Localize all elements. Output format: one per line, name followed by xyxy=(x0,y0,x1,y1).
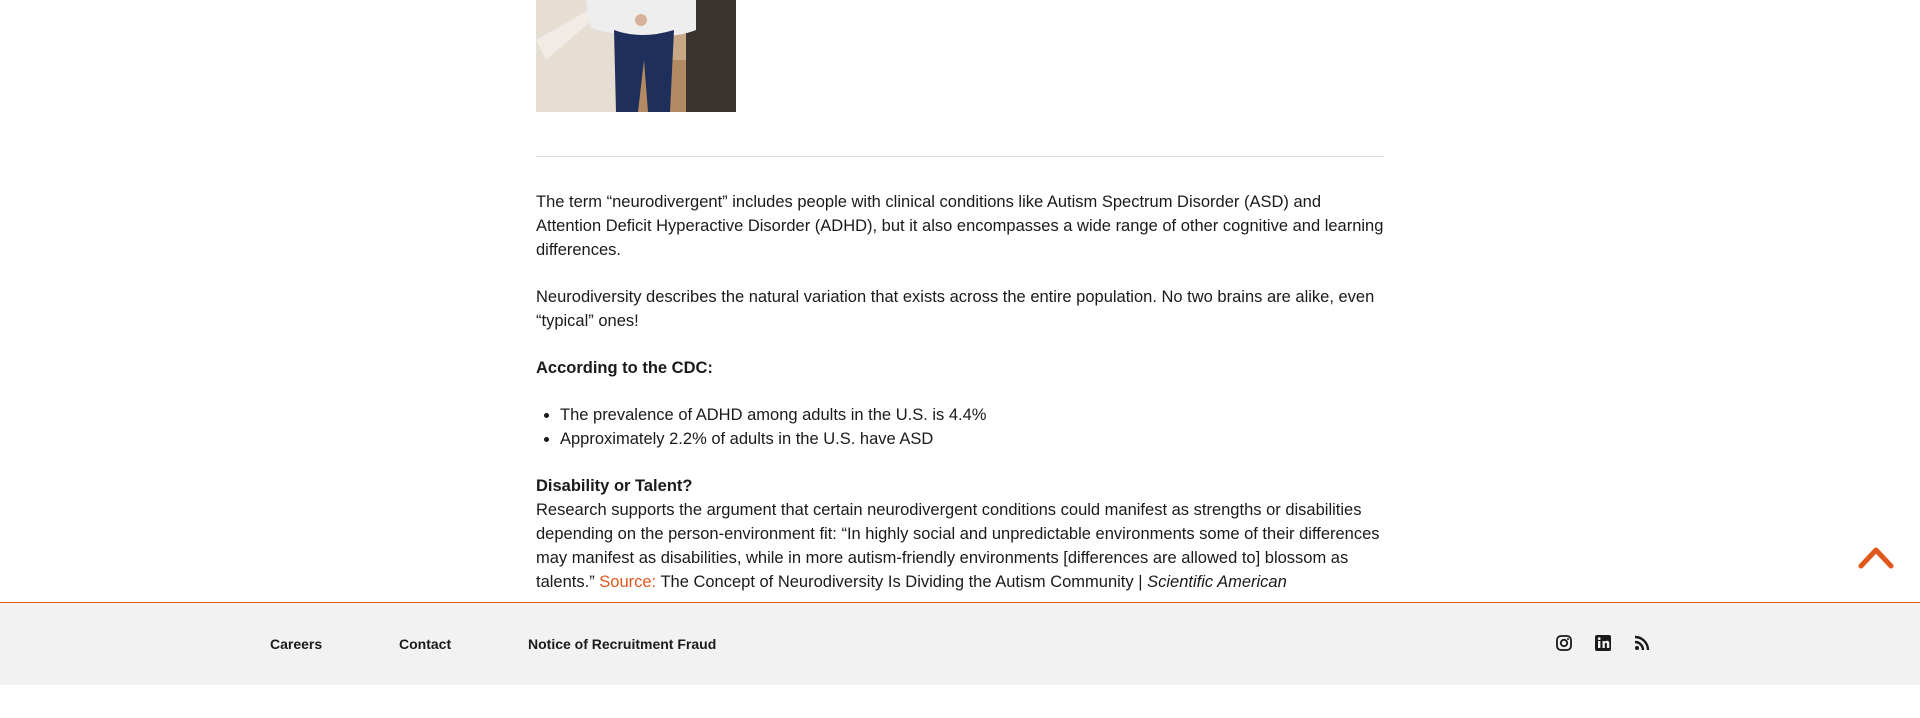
chevron-up-icon xyxy=(1858,544,1894,570)
rss-icon[interactable] xyxy=(1633,634,1651,652)
research-text: Research supports the argument that certain neurodivergent conditions could manifest as strengths or disabilities depending on the person-environment fit: “In highly social and unpredictable environments some of their differences may manifest as disabilities, while in more autism-friendly environments [differences are allowed to] blossom as talents.” xyxy=(536,501,1380,591)
subheading-disability-or-talent: Disability or Talent? xyxy=(536,477,693,495)
paragraph-disability-or-talent xyxy=(536,474,1384,594)
paragraph-neurodiversity: Neurodiversity describes the natural variation that exists across the entire population. No two brains are alike, even “typical” ones! xyxy=(536,288,1375,330)
footer-link-careers[interactable]: Careers xyxy=(270,636,323,652)
section-divider xyxy=(536,156,1384,157)
footer-link-recruitment-fraud[interactable]: Notice of Recruitment Fraud xyxy=(528,636,717,652)
site-footer xyxy=(0,602,1920,685)
back-to-top-button[interactable] xyxy=(1858,544,1894,570)
list-item: • The prevalence of ADHD among adults in the U.S. is 4.4% xyxy=(560,403,1384,427)
source-link[interactable]: Source: xyxy=(599,573,657,591)
list-item: • Approximately 2.2% of adults in the U.S. have ASD xyxy=(560,427,1384,451)
article-body xyxy=(536,190,1384,617)
source-publication: Scientific American xyxy=(1147,573,1287,591)
article-photo xyxy=(536,0,736,112)
cdc-statistics-list xyxy=(536,403,1384,451)
source-title: The Concept of Neurodiversity Is Dividing the Autism Community | xyxy=(656,573,1148,591)
linkedin-icon[interactable] xyxy=(1594,634,1612,652)
footer-link-contact[interactable]: Contact xyxy=(399,636,452,652)
paragraph-neurodivergent-definition: The term “neurodivergent” includes people with clinical conditions like Autism Spectrum Disorder (ASD) and Attention Deficit Hyperactive Disorder (ADHD), but it also encompasses a wide range of other cognitive and learning differences. xyxy=(536,193,1384,259)
photo-illustration xyxy=(536,0,736,112)
instagram-icon[interactable] xyxy=(1555,634,1573,652)
cdc-heading: According to the CDC: xyxy=(536,359,713,377)
